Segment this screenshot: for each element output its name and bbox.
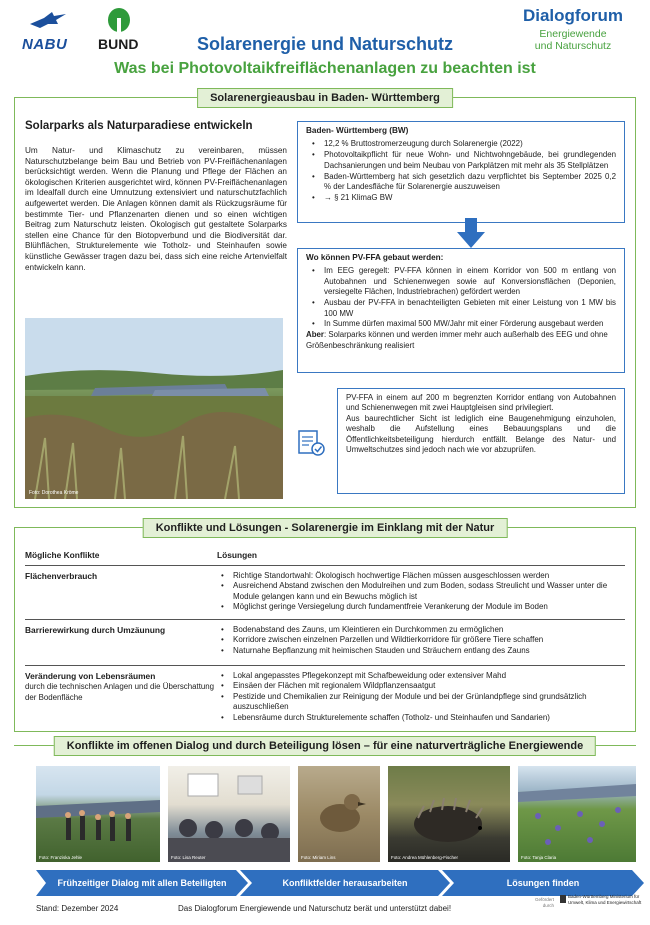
- list-item: • Richtige Standortwahl: Ökologisch hochwertige Flächen müssen ausgeschlossen werden: [217, 571, 625, 581]
- privileged-text-1: PV-FFA in einem auf 200 m begrenzten Korridor entlang von Autobahnen und Schienenwegen mit zwei Hauptgleisen sind privilegiert.: [346, 393, 616, 413]
- photo-caption: Foto: Tanja Claria: [521, 855, 557, 860]
- column-header-solutions: Lösungen: [217, 550, 258, 560]
- list-item: • Photovoltaikpflicht für neue Wohn- und Nichtwohngebäude, bei grundlegenden Dachsanierungen und beim Neubau von Parkplätzen mit mehr als 35 Stellplätzen: [306, 150, 616, 171]
- header: [0, 0, 650, 92]
- dialogforum-name: Dialogforum: [522, 6, 624, 25]
- bund-tree-icon: [108, 8, 130, 32]
- photo-hedgehog: [388, 766, 510, 862]
- stork-icon: [28, 10, 68, 34]
- step-3: Lösungen finden: [506, 878, 580, 888]
- solar-park-illustration: [25, 318, 283, 499]
- step-1: Frühzeitiger Dialog mit allen Beteiligten: [57, 878, 227, 888]
- table-row: [25, 566, 625, 620]
- nabu-logo-text: NABU: [22, 36, 68, 53]
- workshop-illustration: [168, 766, 290, 862]
- process-steps: [36, 870, 644, 896]
- list-item: • Ausreichend Abstand zwischen den Modulreihen und zum Boden, sodass Streulicht und Wasser unter die Module gelangen kann und ein Bewuchs möglich ist: [217, 581, 625, 602]
- section-heading: Solarenergieausbau in Baden- Württemberg: [197, 88, 453, 108]
- funded-by-label: Gefördert durch: [534, 897, 554, 908]
- solutions-list: [217, 625, 625, 656]
- left-title: Solarparks als Naturparadiese entwickeln: [25, 120, 253, 132]
- list-item: • Baden-Württemberg hat sich gesetzlich dazu verpflichtet bis September 2025 0,2 % der Landesfläche für Solarenergie auszuweisen: [306, 172, 616, 193]
- conflict-label: Flächenverbrauch: [25, 571, 98, 581]
- list-item: • Lokal angepasstes Pflegekonzept mit Schafbeweidung oder extensiver Mahd: [217, 671, 625, 681]
- photo-strip: [36, 766, 636, 862]
- dialogforum-logo: [508, 6, 638, 52]
- bird-illustration: [298, 766, 380, 862]
- photo-caption: Foto: Lisa Reuter: [171, 855, 206, 860]
- conflict-label: Barrierewirkung durch Umzäunung: [25, 625, 166, 635]
- note-label: Aber: [306, 330, 324, 340]
- site-visit-illustration: [36, 766, 160, 862]
- ministry-logo: Baden-Württemberg Ministerium für Umwelt, Klima und Energiewirtschaft: [560, 894, 644, 905]
- hedgehog-illustration: [388, 766, 510, 862]
- dialogforum-line2: und Naturschutz: [534, 40, 612, 52]
- solutions-list: [217, 571, 625, 613]
- left-text: Um Natur- und Klimaschutz zu vereinbaren, müssen Naturschutzbelange beim Bau und Betrieb von PV-Freiflächenanlagen berücksichtigt werden. Wenn die Planung und Pflege der Flächen an ökologischen Kriterien ausgerichtet wird, können PV-Freiflächenanlagen im Idealfall durch eine Umnutzung extensiviert und naturschutzfachlich aufgewertet werden. Die Anlagen können damit als Rückzugsräume für bestimmte Tier- und Pflanzenarten dienen und so einen wichtigen Beitrag zum Naturschutz leisten. Ökologisch gut gestaltete Solarparks stellen eine Chance für den Biotopverbund und die Biodiversität dar. Blühflächen, Strukturelemente wie Totholz- und Steinhaufen sowie künstliche Gewässer tragen dazu bei, dass sich eine reiche Artenvielfalt entwickeln kann.: [25, 146, 287, 272]
- list-item: • Ausbau der PV-FFA in benachteiligten Gebieten mit einer Leistung von 1 MW bis 100 MW: [306, 298, 616, 319]
- photo-site-visit: [36, 766, 160, 862]
- table-row: [25, 620, 625, 666]
- document-check-icon: [297, 428, 327, 458]
- photo-bird: [298, 766, 380, 862]
- solutions-list: [217, 671, 625, 723]
- left-column: [25, 120, 287, 273]
- photo-caption: Foto: Andrea Mühlenberg-Fischer: [391, 855, 459, 860]
- pv-ffa-locations-box: [297, 248, 625, 373]
- conflict-label: Veränderung von Lebensräumen: [25, 671, 156, 681]
- step-2: Konfliktfelder herausarbeiten: [282, 878, 408, 888]
- page-title: Solarenergie und Naturschutz: [196, 34, 454, 54]
- list-item: • Naturnahe Bepflanzung mit heimischen Stauden und Sträuchern entlang des Zauns: [217, 646, 625, 656]
- conflict-cell: [25, 671, 215, 703]
- dialogforum-line1: Energiewende: [539, 28, 607, 40]
- list-item: • Bodenabstand des Zauns, um Kleintieren ein Durchkommen zu ermöglichen: [217, 625, 625, 635]
- list-item: • Möglichst geringe Versiegelung durch fundamentfreie Verankerung der Module im Boden: [217, 602, 625, 612]
- section-solar-expansion: [14, 92, 636, 508]
- note-text: : Solarparks können und werden immer mehr auch außerhalb des EEG und ohne Größenbeschränkung realisiert: [306, 330, 608, 350]
- bw-facts-title: Baden- Württemberg (BW): [306, 126, 409, 135]
- photo-workshop: [168, 766, 290, 862]
- list-item: • 12,2 % Bruttostromerzeugung durch Solarenergie (2022): [306, 139, 616, 149]
- conflict-cell: [25, 571, 215, 582]
- list-item: • Einsäen der Flächen mit regionalem Wildpflanzensaatgut: [217, 681, 625, 691]
- section-heading: Konflikte und Lösungen - Solarenergie im Einklang mit der Natur: [143, 518, 508, 538]
- page-subtitle: Was bei Photovoltaikfreiflächenanlagen zu beachten ist: [114, 60, 536, 77]
- photo-caption: Foto: Dorothea Kröme: [29, 490, 79, 496]
- list-item: • Pestizide und Chemikalien zur Reinigung der Module und bei der Grünlandpflege sind grundsätzlich auszuschließen: [217, 692, 625, 713]
- conflict-cell: [25, 625, 215, 636]
- list-item: • Lebensräume durch Strukturelemente schaffen (Totholz- und Steinhaufen und Sandarien): [217, 713, 625, 723]
- column-header-conflicts: Mögliche Konflikte: [25, 550, 100, 560]
- photo-caption: Foto: Franziska Jehle: [39, 855, 83, 860]
- bw-facts-box: [297, 121, 625, 223]
- section-heading: Konflikte im offenen Dialog und durch Beteiligung lösen – für eine naturverträgliche Energiewende: [54, 736, 596, 756]
- list-item: • → § 21 KlimaG BW: [306, 193, 616, 203]
- box-note: [306, 330, 616, 351]
- bund-logo-text: BUND: [98, 36, 139, 52]
- list-item: • In Summe dürfen maximal 500 MW/Jahr mit einer Förderung ausgebaut werden: [306, 319, 616, 329]
- arrow-down-icon: [457, 218, 485, 248]
- flowers-illustration: [518, 766, 636, 862]
- list-item: • Im EEG geregelt: PV-FFA können in einem Korridor von 500 m entlang von Autobahnen und Schienenwegen sowie auf Konversionsflächen (Deponien, versiegelte Flächen, Industriebrachen) gefördert werden: [306, 266, 616, 297]
- solar-park-photo: [25, 318, 283, 499]
- section-conflicts-solutions: [14, 522, 636, 732]
- privileged-text-2: Aus baurechtlicher Sicht ist lediglich eine Baugenehmigung einzuholen, weshalb die Aufstellung eines Bebauungsplans und die Öffentlichkeitsbeteiligung hierdurch entfällt. Belange des Natur- und Umweltschutzes sind jedoch nach wie vor abzuprüfen.: [346, 413, 616, 455]
- privileged-corridor-box: [337, 388, 625, 494]
- table-row: [25, 666, 625, 746]
- table-header: [25, 546, 625, 566]
- list-item: • Korridore zwischen einzelnen Parzellen und Wildtierkorridore für größere Tiere schaffen: [217, 635, 625, 645]
- conflict-detail: durch die technischen Anlagen und die Überschattung der Bodenfläche: [25, 682, 215, 702]
- photo-caption: Foto: Miriam Lins: [301, 855, 336, 860]
- photo-flowers: [518, 766, 636, 862]
- pv-ffa-locations-title: Wo können PV-FFA gebaut werden:: [306, 253, 444, 262]
- stand-date: Stand: Dezember 2024: [36, 904, 119, 913]
- footer-text: Das Dialogforum Energiewende und Naturschutz berät und unterstützt dabei!: [178, 904, 452, 913]
- section-dialogue: [14, 740, 636, 912]
